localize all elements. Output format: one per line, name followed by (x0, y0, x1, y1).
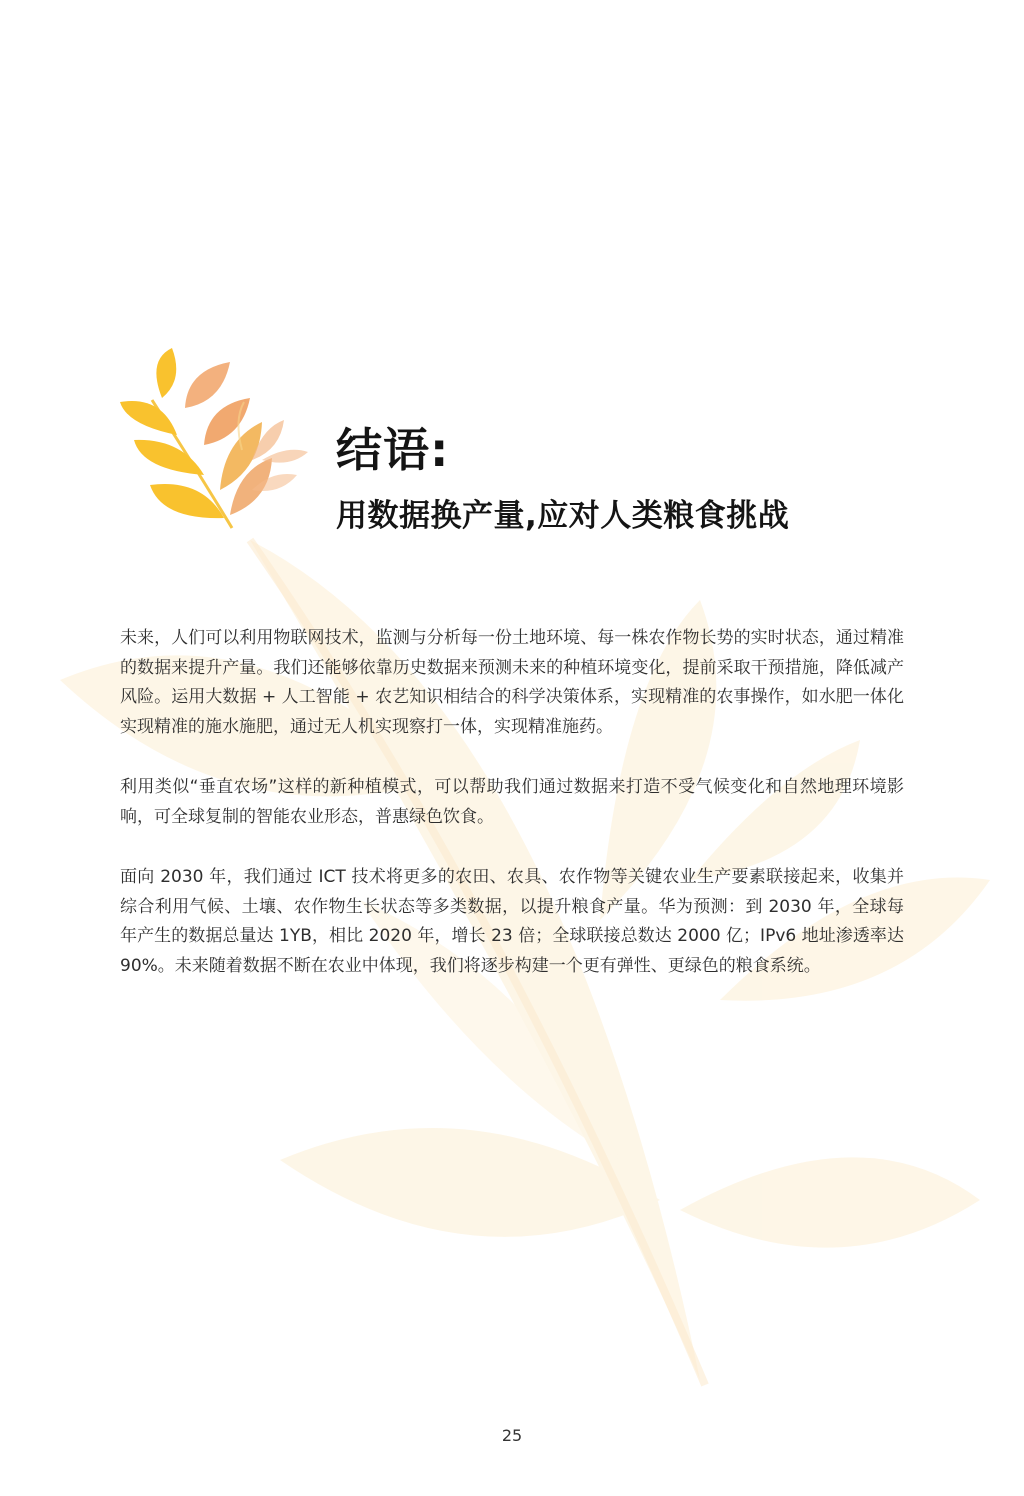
wheat-leaf-emblem-icon (112, 340, 322, 540)
page-number: 25 (501, 1426, 523, 1445)
paragraph-vertical-farm: 利用类似“垂直农场”这样的新种植模式，可以帮助我们通过数据来打造不受气候变化和自然地理环境影响，可全球复制的智能农业形态，普惠绿色饮食。 (120, 777, 904, 827)
page-title: 结语: (336, 423, 450, 477)
page-subtitle: 用数据换产量,应对人类粮食挑战 (336, 498, 790, 534)
paragraph-2030-outlook: 面向 2030 年，我们通过 ICT 技术将更多的农田、农具、农作物等关键农业生产要素联接起来，收集并综合利用气候、土壤、农作物生长状态等多类数据，以提升粮食产量。华为预测：到 2030 年，全球每年产生的数据总量达 1YB，相比 2020 年，增长 23 倍；全球联接总数达 2000 亿；IPv6 地址渗透率达 90%。未来随着数据不断在农业中体现，我们将逐步构建一个更有弹性、更绿色的粮食系统。 (120, 867, 904, 976)
paragraph-future-iot: 未来，人们可以利用物联网技术，监测与分析每一份土地环境、每一株农作物长势的实时状态，通过精准的数据来提升产量。我们还能够依靠历史数据来预测未来的种植环境变化，提前采取干预措施，降低减产风险。运用大数据 + 人工智能 + 农艺知识相结合的科学决策体系，实现精准的农事操作，如水肥一体化实现精准的施水施肥，通过无人机实现察打一体，实现精准施药。 (120, 628, 904, 737)
body-text (120, 624, 904, 1012)
